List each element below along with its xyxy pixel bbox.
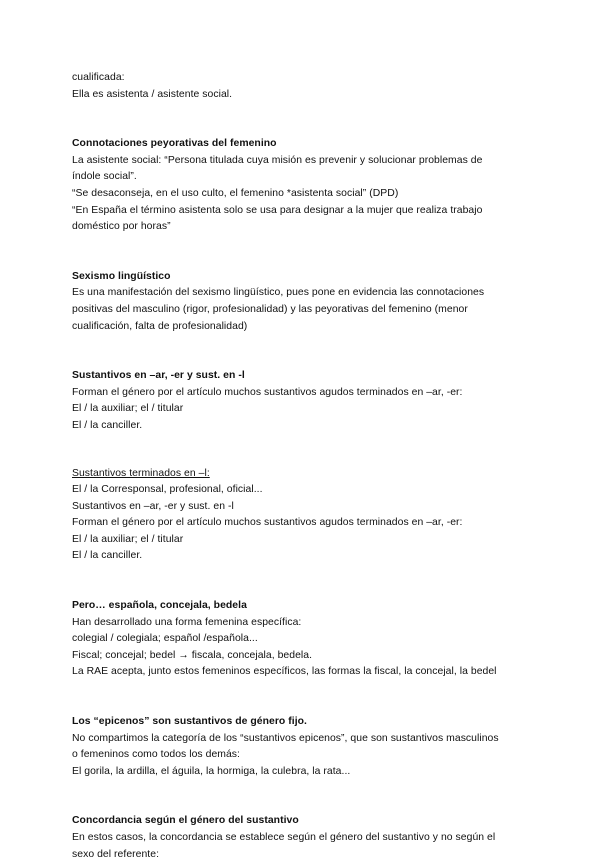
paragraph-line: Forman el género por el artículo muchos sustantivos agudos terminados en –ar, -er: bbox=[72, 517, 463, 529]
paragraph-line: El / la canciller. bbox=[72, 550, 143, 562]
paragraph-line: Forman el género por el artículo muchos sustantivos agudos terminados en –ar, -er: bbox=[72, 386, 463, 398]
section-heading: Concordancia según el género del sustantivo bbox=[72, 815, 299, 827]
paragraph-line: “En España el término asistenta solo se usa para designar a la mujer que realiza trabajo bbox=[72, 204, 483, 216]
paragraph-line: sexo del referente: bbox=[72, 848, 160, 860]
paragraph-line: El / la auxiliar; el / titular bbox=[72, 533, 184, 545]
section-subheading: Sustantivos terminados en –l: bbox=[72, 467, 210, 479]
paragraph-line: Fiscal; concejal; bedel → fiscala, concejala, bedela. bbox=[72, 649, 313, 661]
paragraph-line: doméstico por horas” bbox=[72, 221, 171, 233]
section-heading: Sustantivos en –ar, -er y sust. en -l bbox=[72, 370, 245, 382]
sexismo-section bbox=[72, 269, 532, 335]
paragraph-line: El / la Corresponsal, profesional, oficial... bbox=[72, 484, 263, 496]
intro-block bbox=[72, 70, 532, 103]
section-heading: Connotaciones peyorativas del femenino bbox=[72, 138, 277, 150]
paragraph-line: Sustantivos en –ar, -er y sust. en -l bbox=[72, 500, 234, 512]
paragraph-line: índole social”. bbox=[72, 171, 137, 183]
pero-section bbox=[72, 598, 532, 681]
paragraph-line: La RAE acepta, junto estos femeninos específicos, las formas la fiscal, la concejal, la bedel bbox=[72, 666, 497, 678]
paragraph-line: “Se desaconseja, en el uso culto, el femenino *asistenta social” (DPD) bbox=[72, 187, 399, 199]
document-page bbox=[72, 70, 532, 863]
sustantivos-l-section bbox=[72, 466, 532, 566]
paragraph-line: o femeninos como todos los demás: bbox=[72, 749, 240, 761]
intro-line: cualificada: bbox=[72, 72, 125, 83]
epicenos-section bbox=[72, 714, 532, 780]
sustantivos-ar-section bbox=[72, 368, 532, 434]
paragraph-line: En estos casos, la concordancia se establece según el género del sustantivo y no según el bbox=[72, 832, 496, 843]
paragraph-line: No compartimos la categoría de los “sustantivos epicenos”, que son sustantivos masculinos bbox=[72, 732, 499, 744]
paragraph-line: positivas del masculino (rigor, profesionalidad) y las peyorativas del femenino (menor bbox=[72, 303, 468, 315]
section-heading: Pero… española, concejala, bedela bbox=[72, 600, 247, 612]
paragraph-line: cualificación, falta de profesionalidad) bbox=[72, 320, 248, 332]
paragraph-line: El gorila, la ardilla, el águila, la hormiga, la culebra, la rata... bbox=[72, 765, 351, 777]
paragraph-line: El / la auxiliar; el / titular bbox=[72, 403, 184, 415]
section-heading: Sexismo lingüístico bbox=[72, 270, 171, 282]
concordancia-section bbox=[72, 813, 532, 863]
paragraph-line: colegial / colegiala; español /española... bbox=[72, 633, 258, 645]
paragraph-line: Es una manifestación del sexismo lingüístico, pues pone en evidencia las connotaciones bbox=[72, 287, 485, 299]
intro-line: Ella es asistenta / asistente social. bbox=[72, 88, 233, 100]
section-heading: Los “epicenos” son sustantivos de género fijo. bbox=[72, 716, 307, 728]
paragraph-line: Han desarrollado una forma femenina específica: bbox=[72, 616, 302, 628]
paragraph-line: La asistente social: “Persona titulada cuya misión es prevenir y solucionar problemas de bbox=[72, 154, 483, 166]
paragraph-line: El / la canciller. bbox=[72, 419, 143, 431]
connotaciones-section bbox=[72, 136, 532, 236]
